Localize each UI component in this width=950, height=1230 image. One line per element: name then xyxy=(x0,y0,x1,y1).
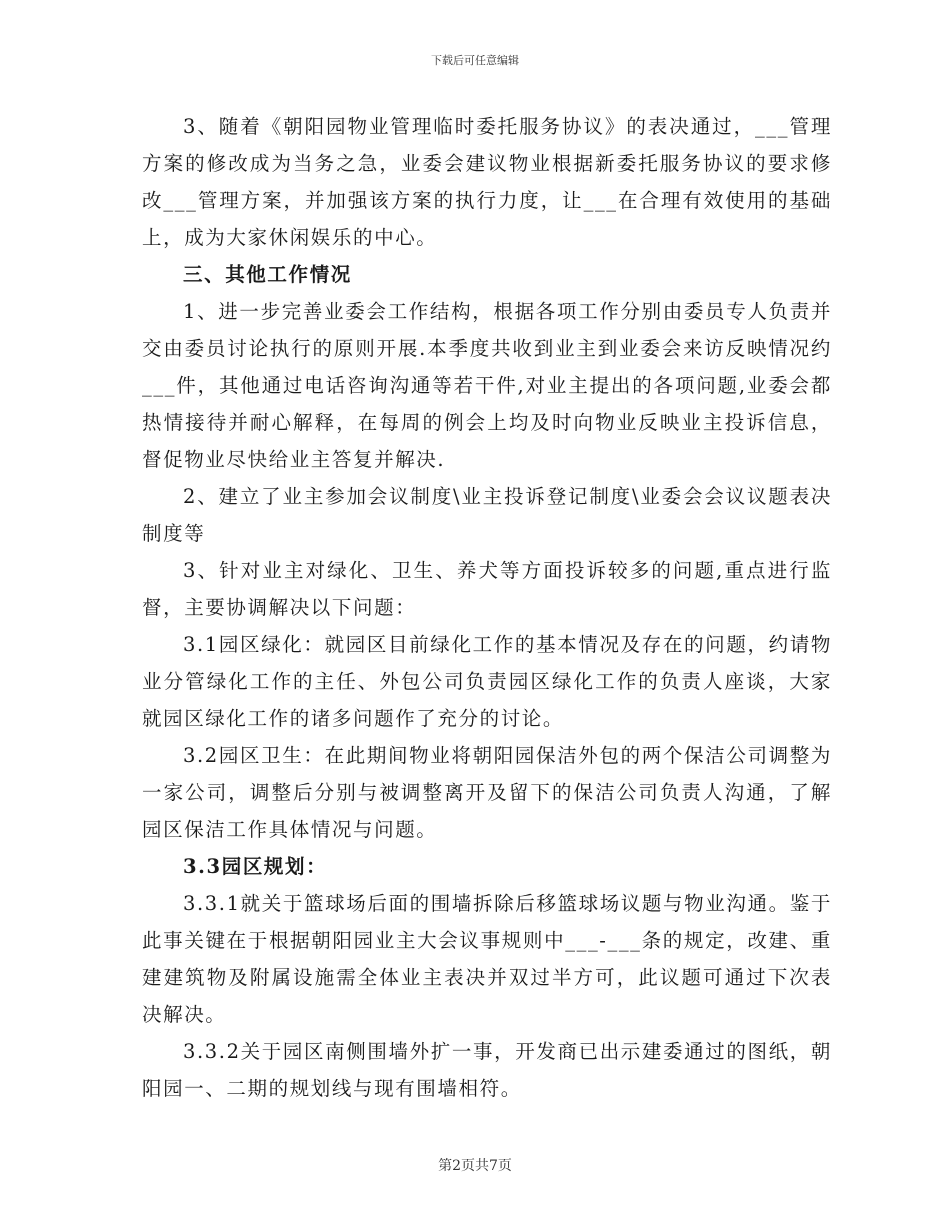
paragraph-sanitation: 3.2园区卫生：在此期间物业将朝阳园保洁外包的两个保洁公司调整为一家公司，调整后分别与被调整离开及留下的保洁公司负责人沟通，了解园区保洁工作具体情况与问题。 xyxy=(142,744,832,841)
paragraph-greening: 3.1园区绿化：就园区目前绿化工作的基本情况及存在的问题，约请物业分管绿化工作的主任、外包公司负责园区绿化工作的负责人座谈，大家就园区绿化工作的诸多问题作了充分的讨论。 xyxy=(142,633,832,730)
paragraph-4: 3、针对业主对绿化、卫生、养犬等方面投诉较多的问题,重点进行监督，主要协调解决以下问题： xyxy=(142,559,832,619)
paragraph-2: 1、进一步完善业委会工作结构，根据各项工作分别由委员专人负责并交由委员讨论执行的原则开展.本季度共收到业主到业委会来访反映情况约___件，其他通过电话咨询沟通等若干件,对业主提出的各项问题,业委会都热情接待并耐心解释，在每周的例会上均及时向物业反映业主投诉信息，督促物业尽快给业主答复并解决. xyxy=(142,300,832,471)
paragraph-3: 2、建立了业主参加会议制度\业主投诉登记制度\业委会会议议题表决制度等 xyxy=(142,485,832,545)
page-footer: 第2页共7页 xyxy=(438,1158,512,1174)
document-body xyxy=(142,108,832,1107)
paragraph-1: 3、随着《朝阳园物业管理临时委托服务协议》的表决通过，___管理方案的修改成为当务之急，业委会建议物业根据新委托服务协议的要求修改___管理方案，并加强该方案的执行力度，让___在合理有效使用的基础上，成为大家休闲娱乐的中心。 xyxy=(142,115,832,249)
section-heading-other-work: 三、其他工作情况 xyxy=(183,263,352,286)
page-header: 下载后可任意编辑 xyxy=(431,54,519,67)
paragraph-planning-1: 3.3.1就关于篮球场后面的围墙拆除后移篮球场议题与物业沟通。鉴于此事关键在于根据朝阳园业主大会议事规则中___-___条的规定，改建、重建建筑物及附属设施需全体业主表决并双过半方可，此议题可通过下次表决解决。 xyxy=(142,892,832,1026)
subheading-planning: 3.3园区规划： xyxy=(183,855,328,878)
paragraph-planning-2: 3.3.2关于园区南侧围墙外扩一事，开发商已出示建委通过的图纸，朝阳园一、二期的规划线与现有围墙相符。 xyxy=(142,1040,832,1100)
